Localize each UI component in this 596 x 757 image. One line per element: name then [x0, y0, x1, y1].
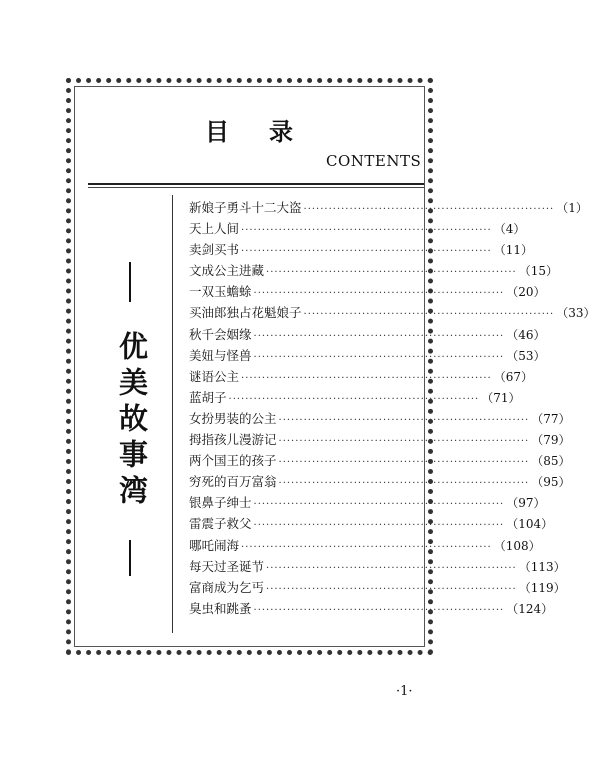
- toc-entry[interactable]: [189, 388, 521, 409]
- toc-entry-page: （71）: [481, 390, 521, 405]
- page-subtitle: CONTENTS: [326, 152, 422, 170]
- series-title-block: [110, 262, 150, 576]
- toc-entry-title: 新娘子勇斗十二大盗: [189, 200, 302, 215]
- toc-leader-dots: ····························································: [241, 225, 492, 237]
- toc-entry-page: （108）: [493, 538, 541, 553]
- toc-entry[interactable]: [189, 367, 534, 388]
- toc-entry-title: 臭虫和跳蚤: [189, 600, 252, 616]
- toc-leader-dots: ····························································: [253, 520, 505, 532]
- toc-entry-page: （104）: [506, 517, 554, 532]
- toc-entry-title: 哪吒闹海: [189, 537, 240, 553]
- toc-entry-page: （15）: [518, 264, 559, 279]
- toc-leader-dots: ····························································: [303, 309, 555, 321]
- toc-entry[interactable]: [189, 557, 566, 578]
- toc-entry[interactable]: [189, 325, 546, 346]
- toc-entry[interactable]: [189, 198, 588, 219]
- toc-entry-title: 银鼻子绅士: [189, 495, 252, 511]
- toc-leader-dots: ····························································: [241, 372, 492, 384]
- toc-entry-page: （85）: [531, 454, 571, 469]
- toc-entry-title: 每天过圣诞节: [189, 558, 265, 574]
- toc-entry-title: 拇指孩儿漫游记: [189, 432, 277, 448]
- toc-leader-dots: ····························································: [278, 414, 530, 426]
- toc-entry-title: 文成公主进藏: [189, 263, 265, 279]
- toc-entry-title: 卖剑买书: [189, 242, 240, 258]
- toc-entry-title: 秋千会姻缘: [189, 326, 252, 342]
- toc-entry[interactable]: [189, 599, 554, 620]
- toc-entry-title: 雷震子救父: [189, 516, 252, 532]
- heading-rule: [88, 183, 424, 185]
- page-number: ·1·: [396, 684, 413, 699]
- toc-entry-page: （95）: [531, 475, 571, 490]
- toc-entry-title: 富商成为乞丐: [189, 579, 265, 595]
- toc-entry-page: （124）: [506, 601, 554, 616]
- toc-entry-page: （119）: [518, 580, 566, 595]
- toc-entry-title: 一双玉蟾蜍: [189, 284, 252, 300]
- toc-entry-page: （67）: [493, 369, 534, 384]
- toc-entry-page: （4）: [493, 222, 526, 237]
- toc-entry-page: （97）: [506, 496, 546, 511]
- toc-entry-page: （1）: [556, 201, 588, 215]
- series-title-bar-top: [129, 262, 131, 302]
- toc-entry-page: （20）: [506, 285, 546, 300]
- toc-entry[interactable]: [189, 578, 566, 599]
- table-of-contents: [189, 198, 596, 620]
- toc-entry-page: （113）: [518, 559, 566, 574]
- toc-entry[interactable]: [189, 493, 546, 514]
- toc-entry[interactable]: [189, 514, 554, 535]
- series-title-bar-bottom: [129, 540, 131, 576]
- toc-entry[interactable]: [189, 536, 541, 557]
- toc-leader-dots: ····························································: [253, 604, 505, 616]
- toc-entry-title: 天上人间: [189, 221, 240, 237]
- toc-leader-dots: ····························································: [253, 351, 505, 363]
- toc-entry[interactable]: [189, 240, 534, 261]
- toc-entry-page: （33）: [556, 306, 596, 321]
- toc-leader-dots: ····························································: [253, 499, 505, 511]
- toc-entry[interactable]: [189, 303, 596, 324]
- toc-leader-dots: ····························································: [303, 204, 555, 215]
- column-divider: [172, 195, 173, 633]
- heading-rule-thin: [88, 187, 424, 188]
- toc-leader-dots: ····························································: [228, 393, 480, 405]
- toc-leader-dots: ····························································: [266, 267, 517, 279]
- toc-leader-dots: ····························································: [253, 288, 505, 300]
- toc-entry[interactable]: [189, 472, 571, 493]
- toc-entry[interactable]: [189, 282, 546, 303]
- toc-leader-dots: ····························································: [241, 541, 492, 553]
- toc-entry-title: 蓝胡子: [189, 389, 227, 405]
- toc-leader-dots: ····························································: [278, 436, 530, 448]
- toc-leader-dots: ····························································: [266, 583, 517, 595]
- toc-entry-page: （11）: [493, 243, 534, 258]
- toc-leader-dots: ····························································: [253, 330, 505, 342]
- toc-entry-title: 两个国王的孩子: [189, 453, 277, 469]
- series-title: 优美故事湾: [115, 331, 149, 511]
- toc-entry-page: （79）: [531, 433, 571, 448]
- toc-entry-title: 谜语公主: [189, 368, 240, 384]
- toc-entry[interactable]: [189, 409, 571, 430]
- toc-entry-title: 穷死的百万富翁: [189, 474, 277, 490]
- toc-entry[interactable]: [189, 430, 571, 451]
- toc-entry[interactable]: [189, 261, 559, 282]
- toc-leader-dots: ····························································: [278, 478, 530, 490]
- toc-leader-dots: ····························································: [266, 562, 517, 574]
- toc-leader-dots: ····························································: [241, 246, 492, 258]
- toc-entry[interactable]: [189, 219, 526, 240]
- page-title: 目录: [205, 117, 333, 146]
- toc-entry[interactable]: [189, 451, 571, 472]
- toc-leader-dots: ····························································: [278, 457, 530, 469]
- toc-entry-page: （53）: [506, 348, 546, 363]
- toc-entry-title: 女扮男装的公主: [189, 410, 277, 426]
- toc-entry-title: 买油郎独占花魁娘子: [189, 305, 302, 321]
- toc-entry-page: （46）: [506, 327, 546, 342]
- toc-entry-title: 美妞与怪兽: [189, 347, 252, 363]
- toc-entry[interactable]: [189, 346, 546, 367]
- toc-entry-page: （77）: [531, 411, 571, 426]
